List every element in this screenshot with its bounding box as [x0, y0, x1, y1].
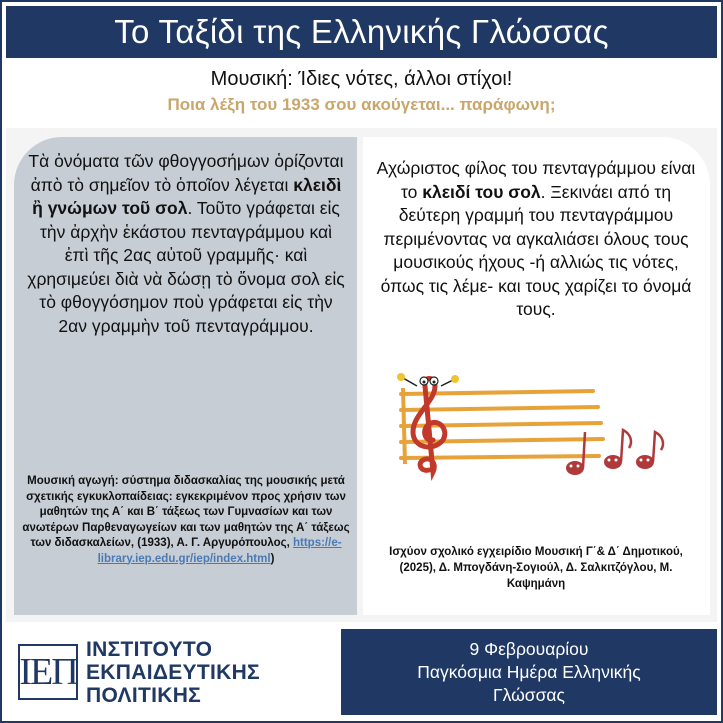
header-banner: [6, 6, 717, 58]
right-reference: Ισχύον σχολικό εγχειρίδιο Μουσική Γ΄& Δ΄ Δημοτικού, (2025), Δ. Μπογδάνη-Σογιούλ, Δ. Σαλκιτζόγλου, Μ. Καψημάνη: [389, 546, 683, 590]
footer-date: 9 Φεβρουαρίου: [469, 638, 589, 659]
logo-text: [86, 638, 336, 707]
question: Ποια λέξη του 1933 σου ακούγεται... παράφωνη;: [167, 95, 556, 114]
right-text-part2: . Ξεκινάει από τη δεύτερη γραμμή του πενταγράμμου περιμένοντας να αγκαλιάσει όλους τους μουσικούς ήχους -ή αλλιώς τις νότες, όπως τις λέμε- και τους χαρίζει το όνομά τους.: [380, 181, 692, 319]
left-ref-close: ): [270, 552, 275, 565]
page-title: Το Ταξίδι της Ελληνικής Γλώσσας: [114, 13, 609, 50]
logo-line-2: ΕΚΠΑΙΔΕΥΤΙΚΗΣ: [86, 661, 260, 684]
right-text-part1: Αχώριστος φίλος του πενταγράμμου είναι το: [376, 158, 696, 202]
left-quote: [26, 150, 346, 338]
right-quote: [376, 157, 696, 322]
left-text-bold: κλειδὶ ἢ γνώμων τοῦ σολ: [32, 174, 342, 218]
left-reference: [22, 474, 350, 567]
footer-banner: [341, 629, 717, 715]
left-text-part2: . Τοῦτο γράφεται εἰς τὴν ἀρχὴν ἑκάστου πενταγράμμου καὶ ἐπὶ τῆς 2ας αὐτοῦ γραμμῆς· καὶ χρησιμεύει διὰ νὰ δώσῃ τὸ ὄνομα σολ εἰς τὸ φθογγόσημον ποὺ γράφεται εἰς τὴν 2αν γραμμὴν τοῦ πενταγράμμου.: [27, 198, 345, 336]
treble-clef-illustration-icon: [393, 372, 673, 484]
left-ref-text: Μουσική αγωγή: σύστημα διδασκαλίας της μουσικής μετά σχετικής εγκυκλοπαίδειας: εγκεκριμένον προς χρήσιν των μαθητών της Α΄ και Β΄ τάξεως των Γυμνασίων και των ανωτέρων Παρθεναγωγείων και των μαθητών της Α΄ τάξεως των διδασκαλείων, (1933), Α. Γ. Αργυρόπουλος,: [22, 475, 350, 549]
left-text-part1: Τὰ ὀνόματα τῶν φθογγοσήμων ὁρίζονται ἀπὸ τὸ σημεῖον τὸ ὁποῖον λέγεται: [28, 151, 344, 195]
footer-line-3: Γλώσσας: [493, 684, 565, 705]
footer-line-2: Παγκόσμια Ημέρα Ελληνικής: [417, 661, 641, 682]
library-link[interactable]: https://e-library.iep.edu.gr/iep/index.html: [97, 537, 342, 565]
logo-line-1: ΙΝΣΤΙΤΟΥΤΟ: [86, 638, 213, 661]
logo-line-3: ΠΟΛΙΤΙΚΗΣ: [86, 684, 202, 707]
subtitle: Μουσική: Ίδιες νότες, άλλοι στίχοι!: [210, 68, 513, 90]
iep-logo: [14, 634, 334, 710]
right-text-bold: κλειδί του σολ: [422, 181, 541, 202]
iep-logo-mark-icon: ΙΕΠ: [18, 644, 78, 700]
